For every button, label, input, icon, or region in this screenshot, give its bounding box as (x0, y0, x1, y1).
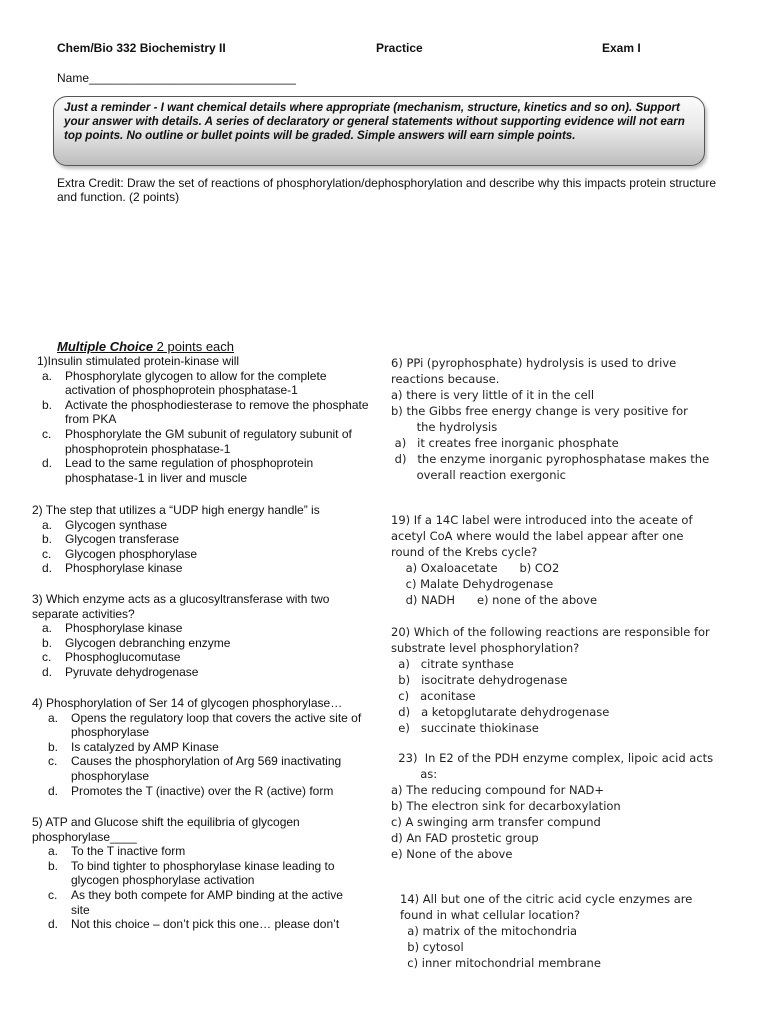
mc-title-rest: 2 points each (153, 339, 235, 354)
option-a[interactable]: a) matrix of the mitochondria (400, 924, 578, 938)
option-c[interactable]: c. Glycogen phosphorylase (42, 546, 198, 561)
option-d[interactable]: d. Lead to the same regulation of phosphoprotein phosphatase-1 in liver and muscle (42, 456, 314, 485)
option-a[interactable]: a. Phosphorylate glycogen to allow for the complete activation of phosphoprotein phosphatase-1 (42, 368, 327, 398)
question-19 (391, 512, 693, 608)
option-a[interactable]: a. Phosphorylase kinase (42, 621, 183, 636)
option-a[interactable]: a. Glycogen synthase (42, 517, 168, 532)
option-b[interactable]: b. Activate the phosphodiesterase to remove the phosphate from PKA (42, 397, 369, 427)
question-stem: 4) Phosphorylation of Ser 14 of glycogen phosphorylase… (32, 696, 343, 710)
reminder-box (53, 96, 705, 166)
question-line: reactions because. (391, 372, 500, 386)
question-6 (391, 355, 709, 483)
question-5 (32, 815, 352, 932)
question-14 (400, 891, 692, 971)
question-3 (32, 592, 362, 680)
option-b[interactable]: b. Glycogen transferase (42, 532, 180, 547)
question-20 (391, 624, 710, 736)
option-d[interactable]: d) An FAD prostetic group (391, 831, 539, 845)
option-c[interactable]: c. Phosphorylate the GM subunit of regulatory subunit of phosphoprotein phosphatase-1 (42, 426, 352, 456)
exam-label: Exam I (602, 41, 641, 55)
option-d[interactable]: d) the enzyme inorganic pyrophosphatase makes the (391, 452, 710, 466)
option-e[interactable]: e) None of the above (391, 847, 513, 861)
question-line: acetyl CoA where would the label appear after one (391, 529, 684, 543)
question-1 (32, 354, 372, 485)
option-a[interactable]: a. To the T inactive form (48, 844, 186, 859)
question-line: 14) All but one of the citric acid cycle enzymes are (400, 892, 693, 906)
option-c[interactable]: c. Causes the phosphorylation of Arg 569 inactivating phosphorylase (48, 754, 342, 783)
question-4 (32, 696, 372, 798)
option-c[interactable]: c) inner mitochondrial membrane (400, 956, 601, 970)
reminder-text: Just a reminder - I want chemical details where appropriate (mechanism, structure, kinetics and so on). Support your answer with details. A series of declaratory or general statements without supporting evidence will not earn top points. No outline or bullet points will be graded. Simple answers will earn simple points. (64, 101, 685, 142)
option-c[interactable]: c) Malate Dehydrogenase (391, 577, 554, 591)
option-b[interactable]: b. Glycogen debranching enzyme (42, 635, 231, 650)
option-d[interactable]: d) a ketopglutarate dehydrogenase (391, 705, 610, 719)
question-line: 6) PPi (pyrophosphate) hydrolysis is used to drive (391, 356, 677, 370)
extra-credit: Extra Credit: Draw the set of reactions of phosphorylation/dephosphorylation and describe why this impacts protein structure and function. (2 points) (57, 176, 717, 204)
option-b[interactable]: b) the Gibbs free energy change is very positive for (391, 404, 688, 418)
question-stem: 1)Insulin stimulated protein-kinase will (37, 354, 240, 368)
question-line: 23) In E2 of the PDH enzyme complex, lipoic acid acts (391, 751, 714, 765)
option-d[interactable]: d. Pyruvate dehydrogenase (42, 664, 199, 679)
option-d[interactable]: d. Not this choice – don’t pick this one… please don’t (48, 917, 340, 932)
question-line: 20) Which of the following reactions are responsible for (391, 625, 710, 639)
option-b[interactable]: b) isocitrate dehydrogenase (391, 673, 568, 687)
option-a[interactable]: a) there is very little of it in the cell (391, 388, 595, 402)
option-a[interactable]: a) citrate synthase (391, 657, 514, 671)
mc-title-bold: Multiple Choice (57, 339, 154, 354)
question-2 (32, 503, 372, 576)
multiple-choice-title (57, 339, 234, 354)
options-a-b[interactable]: a) Oxaloacetate b) CO2 (391, 561, 560, 575)
option-a[interactable]: a. Opens the regulatory loop that covers the active site of phosphorylase (48, 710, 362, 740)
option-c[interactable]: c) A swinging arm transfer compund (391, 815, 601, 829)
course-title: Chem/Bio 332 Biochemistry II (57, 41, 226, 55)
option-e[interactable]: e) succinate thiokinase (391, 721, 539, 735)
option-b[interactable]: b. To bind tighter to phosphorylase kinase leading to glycogen phosphorylase activation (48, 858, 335, 888)
option-b[interactable]: b) cytosol (400, 940, 464, 954)
option-c[interactable]: c) aconitase (391, 689, 476, 703)
question-line: substrate level phosphorylation? (391, 641, 580, 655)
question-stem: 5) ATP and Glucose shift the equilibria of glycogen phosphorylase____ (32, 815, 300, 844)
option-d[interactable]: d. Promotes the T (inactive) over the R (active) form (48, 783, 334, 798)
option-c[interactable]: c. Phosphoglucomutase (42, 650, 181, 665)
options-d-e[interactable]: d) NADH e) none of the above (391, 593, 598, 607)
option-b[interactable]: b. Is catalyzed by AMP Kinase (48, 739, 219, 754)
question-stem: 3) Which enzyme acts as a glucosyltransferase with two separate activities? (32, 592, 330, 621)
option-a-alt[interactable]: a) it creates free inorganic phosphate (391, 436, 619, 450)
question-line: found in what cellular location? (400, 908, 581, 922)
question-line: 19) If a 14C label were introduced into the aceate of (391, 513, 693, 527)
practice-label: Practice (376, 41, 423, 55)
option-b[interactable]: b) The electron sink for decarboxylation (391, 799, 621, 813)
question-stem: 2) The step that utilizes a “UDP high energy handle” is (32, 503, 320, 517)
question-23 (391, 750, 713, 862)
name-field[interactable]: Name_______________________________ (57, 71, 296, 85)
option-d[interactable]: d. Phosphorylase kinase (42, 561, 183, 576)
option-d-continued: overall reaction exergonic (391, 468, 566, 482)
option-b-continued: the hydrolysis (391, 420, 498, 434)
question-line: round of the Krebs cycle? (391, 545, 538, 559)
question-line: as: (391, 767, 438, 781)
option-a[interactable]: a) The reducing compound for NAD+ (391, 783, 604, 797)
option-c[interactable]: c. As they both compete for AMP binding at the active site (48, 887, 343, 917)
